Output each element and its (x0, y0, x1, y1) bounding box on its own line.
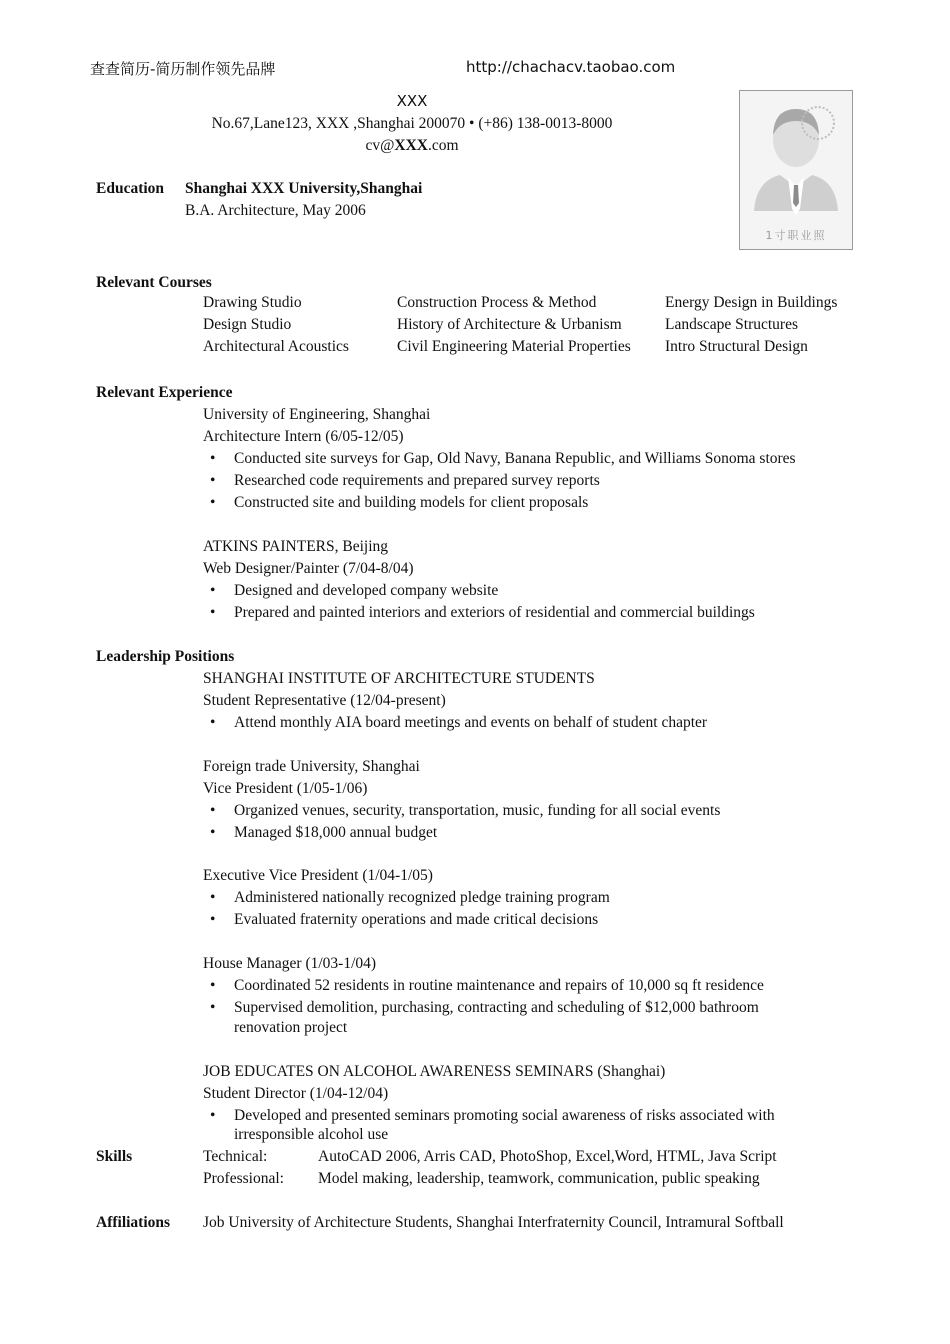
job-org: ATKINS PAINTERS, Beijing (203, 538, 389, 555)
skills-professional: Model making, leadership, teamwork, communication, public speaking (318, 1170, 760, 1187)
position-role: House Manager (1/03-1/04) (203, 955, 377, 972)
url-text: http://chachacv.taobao.com (466, 58, 676, 76)
course-item: Civil Engineering Material Properties (397, 338, 631, 355)
skills-technical-label: Technical: (203, 1148, 268, 1165)
photo-caption: 1寸职业照 (765, 229, 827, 242)
job-bullet: • Designed and developed company website (234, 582, 498, 600)
brand-text: 查查简历-简历制作领先品牌 (90, 60, 276, 78)
job-bullet: • Conducted site surveys for Gap, Old Navy, Banana Republic, and Williams Sonoma stores (234, 450, 796, 468)
job-role: Web Designer/Painter (7/04-8/04) (203, 560, 414, 577)
position-role: Student Director (1/04-12/04) (203, 1085, 389, 1102)
photo-placeholder (739, 90, 853, 250)
person-silhouette-icon (740, 91, 852, 249)
affiliations-heading: Affiliations (96, 1214, 171, 1231)
experience-heading: Relevant Experience (96, 384, 233, 401)
course-item: Design Studio (203, 316, 292, 333)
education-school: Shanghai XXX University,Shanghai (185, 180, 423, 197)
job-org: University of Engineering, Shanghai (203, 406, 431, 423)
skills-technical: AutoCAD 2006, Arris CAD, PhotoShop, Excel,Word, HTML, Java Script (318, 1148, 777, 1165)
course-item: Intro Structural Design (665, 338, 808, 355)
position-role: Vice President (1/05-1/06) (203, 780, 368, 797)
course-item: Construction Process & Method (397, 294, 597, 311)
position-bullet-continuation: renovation project (234, 1019, 348, 1036)
job-role: Architecture Intern (6/05-12/05) (203, 428, 404, 445)
position-bullet: • Organized venues, security, transportation, music, funding for all social events (234, 802, 720, 820)
course-item: Energy Design in Buildings (665, 294, 838, 311)
position-role: Executive Vice President (1/04-1/05) (203, 867, 433, 884)
job-bullet: • Constructed site and building models for client proposals (234, 494, 588, 512)
address-line: No.67,Lane123, XXX ,Shanghai 200070 • (+86) 138-0013-8000 (211, 115, 613, 132)
education-degree: B.A. Architecture, May 2006 (185, 202, 366, 219)
job-bullet: • Prepared and painted interiors and exteriors of residential and commercial buildings (234, 604, 755, 622)
course-item: Architectural Acoustics (203, 338, 349, 355)
email-suffix: .com (427, 137, 459, 154)
job-bullet: • Researched code requirements and prepared survey reports (234, 472, 600, 490)
course-item: Landscape Structures (665, 316, 798, 333)
position-bullet-continuation: irresponsible alcohol use (234, 1126, 389, 1143)
position-org: JOB EDUCATES ON ALCOHOL AWARENESS SEMINARS (Shanghai) (203, 1063, 666, 1080)
email-prefix: cv@ (365, 137, 395, 154)
position-role: Student Representative (12/04-present) (203, 692, 446, 709)
leadership-heading: Leadership Positions (96, 648, 235, 665)
courses-heading: Relevant Courses (96, 274, 212, 291)
position-bullet: • Administered nationally recognized pledge training program (234, 889, 610, 907)
email-line (312, 137, 512, 155)
position-bullet: • Supervised demolition, purchasing, contracting and scheduling of $12,000 bathroom (234, 999, 759, 1017)
position-bullet: • Attend monthly AIA board meetings and events on behalf of student chapter (234, 714, 707, 732)
position-bullet: • Evaluated fraternity operations and made critical decisions (234, 911, 598, 929)
course-item: History of Architecture & Urbanism (397, 316, 622, 333)
course-item: Drawing Studio (203, 294, 302, 311)
education-heading: Education (96, 180, 165, 197)
position-bullet: • Developed and presented seminars promoting social awareness of risks associated with (234, 1107, 775, 1125)
skills-professional-label: Professional: (203, 1170, 284, 1187)
position-bullet: • Managed $18,000 annual budget (234, 824, 437, 842)
email-bold: XXX (394, 137, 428, 154)
skills-heading: Skills (96, 1148, 133, 1165)
affiliations-text: Job University of Architecture Students, Shanghai Interfraternity Council, Intramural Softball (203, 1214, 784, 1231)
position-org: SHANGHAI INSTITUTE OF ARCHITECTURE STUDENTS (203, 670, 595, 687)
position-bullet: • Coordinated 52 residents in routine maintenance and repairs of 10,000 sq ft residence (234, 977, 764, 995)
position-org: Foreign trade University, Shanghai (203, 758, 420, 775)
resume-name: XXX (396, 92, 428, 110)
